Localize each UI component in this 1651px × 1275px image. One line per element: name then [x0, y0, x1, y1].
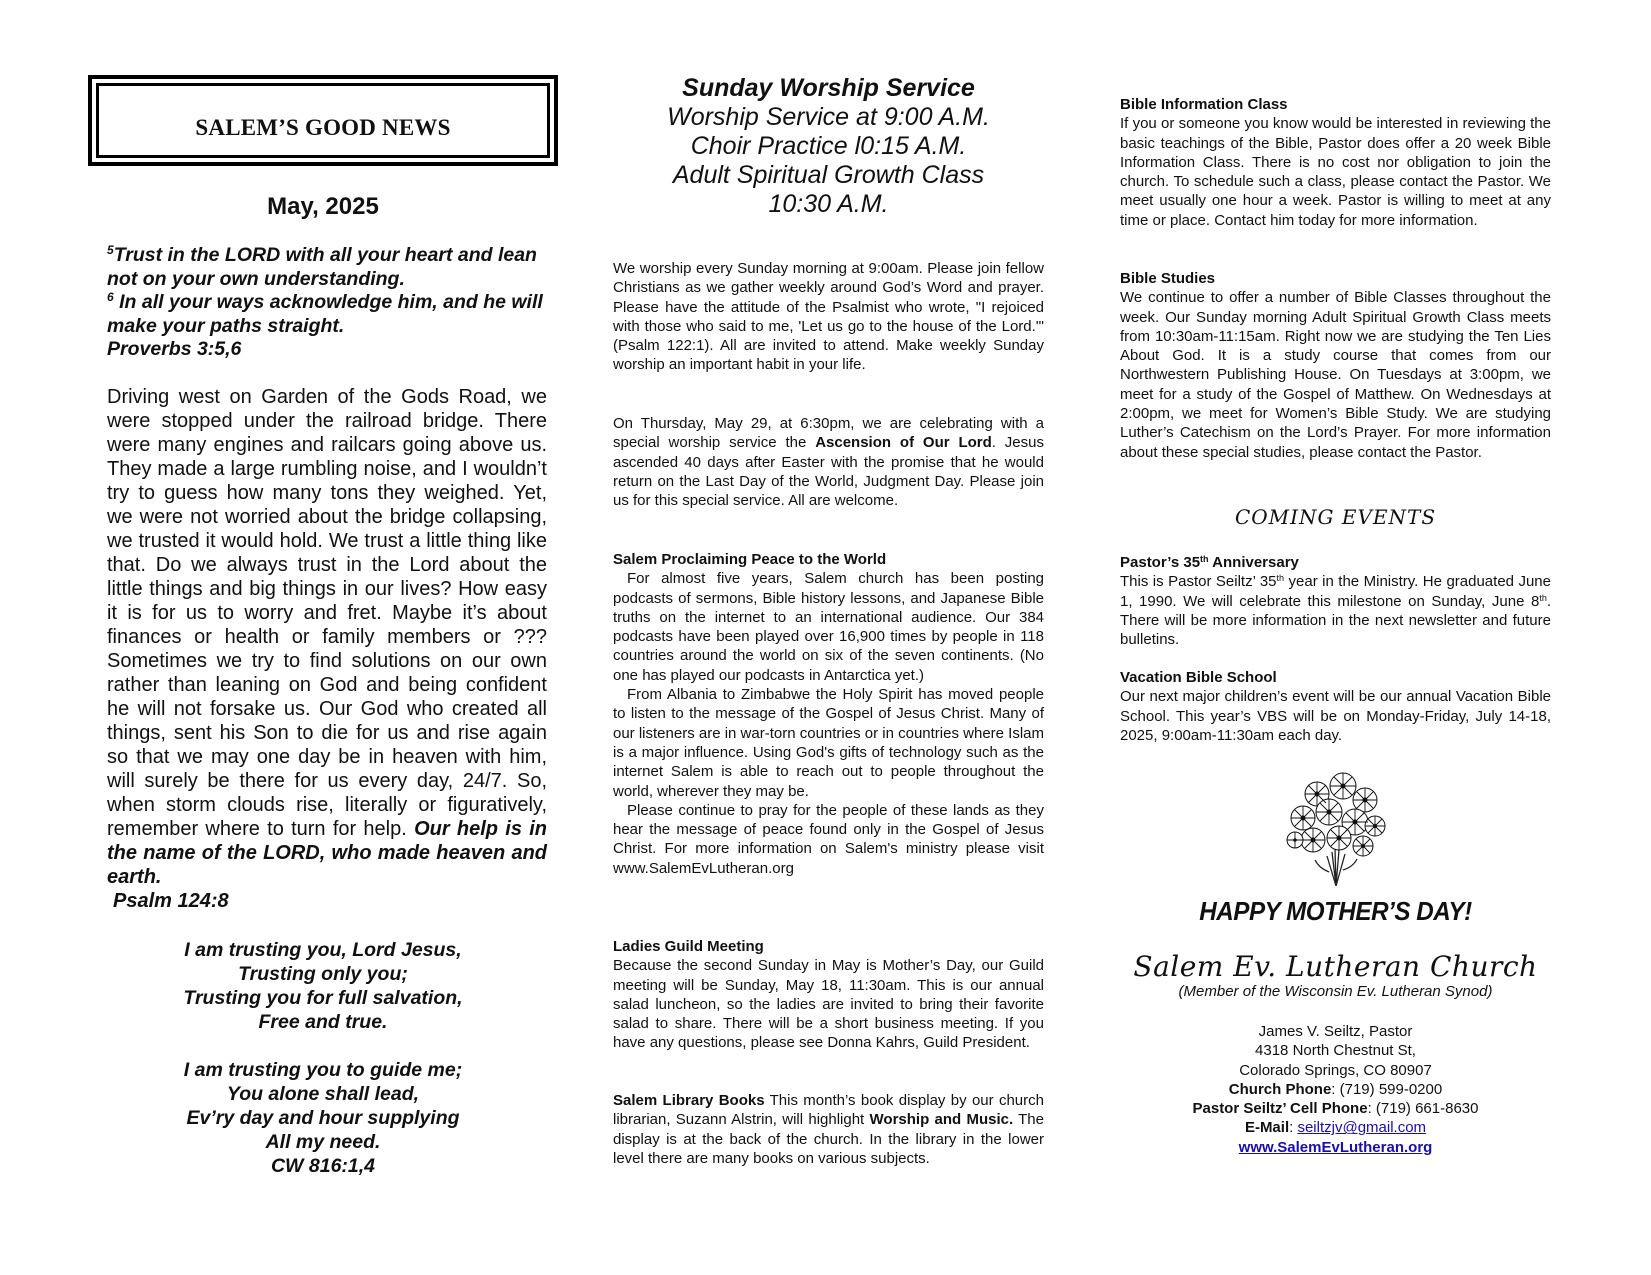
ascension-text: On Thursday, May 29, at 6:30pm, we are celebrating with a special worship service the: [613, 415, 1044, 452]
vbs-paragraph: Our next major children’s event will be our annual Vacation Bible School. This year’s VBS will be on Monday-Friday, July 14-18, 2025, 9:00am-11:30am each day.: [1120, 688, 1551, 744]
service-schedule: [613, 74, 1044, 219]
bible-studies-heading: Bible Studies: [1120, 270, 1216, 287]
verse-number: 6: [107, 290, 114, 304]
devotion-reference: Psalm 124:8: [113, 890, 229, 912]
guild-article: [613, 937, 1044, 1053]
church-phone: Church Phone: (719) 599-0200: [1228, 1080, 1443, 1098]
hymn-stanza-2: [88, 1058, 558, 1178]
street-address: 4318 North Chestnut St,: [1255, 1042, 1416, 1060]
hymn-line: I am trusting you, Lord Jesus,: [184, 939, 462, 961]
guild-heading: Ladies Guild Meeting: [613, 938, 764, 955]
verse-5-text: Trust in the LORD with all your heart and lean not on your own understanding.: [107, 244, 537, 290]
guild-paragraph: Because the second Sunday in May is Mother’s Day, our Guild meeting will be Sunday, May 18, 11:30am. This is our annual salad luncheon, so the ladies are invited to bring their favorite salad to share. There will be a short business meeting. If you have any questions, please see Donna Kahrs, Guild President.: [613, 957, 1044, 1052]
vbs-heading: Vacation Bible School: [1120, 669, 1277, 686]
peace-heading: Salem Proclaiming Peace to the World: [613, 551, 887, 568]
website-link[interactable]: www.SalemEvLutheran.org: [1238, 1138, 1433, 1156]
peace-paragraph-1: For almost five years, Salem church has been posting podcasts of sermons, Bible history lessons, and Japanese Bible truths on the internet to an international audience. Our 384 podcasts have been played over 16,900 times by people in 118 countries around the world on six of the seven continents. (No one has played our podcasts in Antarctica yet.): [613, 570, 1044, 684]
church-name: Salem Ev. Lutheran Church: [1133, 950, 1538, 983]
coming-events-heading: COMING EVENTS: [1234, 505, 1437, 529]
anniversary-heading: Pastor’s 35th Anniversary: [1120, 554, 1299, 571]
library-heading: Salem Library Books: [613, 1092, 765, 1109]
hymn-line: I am trusting you to guide me;: [183, 1059, 463, 1081]
hymn-line: Free and true.: [258, 1011, 388, 1033]
ascension-paragraph: [613, 414, 1044, 510]
library-text: This month’s book display by our church librarian, Suzann Alstrin, will highlight: [613, 1092, 1044, 1129]
service-line: Adult Spiritual Growth Class: [672, 161, 985, 189]
library-text-end: The display is at the back of the church. In the library in the lower level there are many books on various subjects.: [613, 1111, 1044, 1167]
hymn-stanza-1: [88, 938, 558, 1034]
bible-info-paragraph: If you or someone you know would be interested in reviewing the basic teachings of the Bible, Pastor does offer a 20 week Bible Information Class. There is no cost nor obligation to join the church. To schedule such a class, please contact the Pastor. We meet usually one hour a week. Pastor is willing to meet at any time or place. Contact him today for more information.: [1120, 115, 1551, 229]
anniversary-paragraph: This is Pastor Seiltz’ 35th year in the Ministry. He graduated June 1, 1990. We will celebrate this milestone on Sunday, June 8th. There will be more information in the next newsletter and future bulletins.: [1120, 573, 1551, 649]
ascension-highlight: Ascension of Our Lord: [815, 434, 992, 452]
bible-studies-article: [1120, 269, 1551, 462]
pastor-name: James V. Seiltz, Pastor: [1258, 1023, 1413, 1040]
city-address: Colorado Springs, CO 80907: [1239, 1061, 1432, 1079]
bible-info-heading: Bible Information Class: [1120, 96, 1288, 113]
issue-date: May, 2025: [267, 193, 379, 220]
mothers-day-greeting: HAPPY MOTHER’S DAY!: [1199, 896, 1472, 926]
bible-studies-paragraph: We continue to offer a number of Bible Classes throughout the week. Our Sunday morning Adult Spiritual Growth Class meets from 10:30am-11:15am. Right now we are studying the Ten Lies About God. It is a study course that comes from our Northwestern Publishing House. On Tuesdays at 3:00pm, we meet for a study of the Gospel of Matthew. On Wednesdays at 2:00pm, we meet for Women’s Bible Study. We are studying Luther’s Catechism on the Lord’s Prayer. For more information about these special studies, please contact the Pastor.: [1120, 289, 1551, 461]
verse-reference: Proverbs 3:5,6: [107, 338, 242, 360]
flower-bouquet-illustration: [1277, 770, 1395, 888]
newsletter-title: SALEM’S GOOD NEWS: [195, 115, 451, 140]
devotion-closing: Our help is in the name of the LORD, who made heaven and earth.: [107, 818, 548, 888]
hymn-reference: CW 816:1,4: [270, 1155, 376, 1177]
contact-block: [1120, 1022, 1551, 1157]
website-line: [1120, 1138, 1551, 1157]
scripture-verse: [107, 244, 547, 362]
peace-paragraph-2: From Albania to Zimbabwe the Holy Spirit has moved people to listen to the message of the Gospel of Jesus Christ. Many of our listeners are in war-torn countries or in countries where Islam is a major influence. Using God's gifts of technology such as the internet Salem is able to reach out to people throughout the world, wherever they may be.: [613, 686, 1045, 800]
devotion-body: Driving west on Garden of the Gods Road, we were stopped under the railroad bridge. There were many engines and railcars going above us. They made a large rumbling noise, and I wouldn’t try to guess how many tons they weighed. Yet, we were not worried about the bridge collapsing, we trusted it would hold. We trust a little thing like that. Do we always trust in the Lord about the little things and big things in our lives? How easy it is for us to worry and fret. Maybe it’s about finances or health or family members or ??? Sometimes we try to find solutions on our own rather than leaning on God and being confident he will not forsake us. Our God who created all things, sent his Son to die for us and rise again so that we may one day be in heaven with him, will surely be there for us every day, 24/7. So, when storm clouds rise, literally or figuratively, remember where to turn for help.: [107, 386, 547, 840]
verse-6-text: In all your ways acknowledge him, and he will make your paths straight.: [107, 291, 543, 337]
vbs-article: [1120, 668, 1551, 745]
hymn-line: Trusting only you;: [238, 963, 408, 985]
service-line: Choir Practice l0:15 A.M.: [690, 132, 967, 160]
service-title: Sunday Worship Service: [682, 74, 975, 102]
devotion-article: [107, 385, 547, 913]
hymn-line: Trusting you for full salvation,: [183, 987, 463, 1009]
library-highlight: Worship and Music.: [869, 1111, 1014, 1129]
hymn-line: You alone shall lead,: [226, 1083, 420, 1105]
peace-paragraph-3: Please continue to pray for the people of these lands as they hear the message of peace found only in the Gospel of Jesus Christ. For more information on Salem's ministry please visit www.SalemEvLutheran.org: [613, 801, 1044, 877]
service-line: Worship Service at 9:00 A.M.: [667, 103, 990, 131]
library-article: [613, 1091, 1044, 1168]
hymn-line: All my need.: [265, 1131, 381, 1153]
cell-phone: Pastor Seiltz’ Cell Phone: (719) 661-8630: [1192, 1100, 1479, 1118]
hymn-line: Ev’ry day and hour supplying: [186, 1107, 460, 1129]
masthead-box: [88, 75, 558, 166]
email-link[interactable]: seiltzjv@gmail.com: [1297, 1119, 1427, 1137]
hymn-verses: [88, 938, 558, 1178]
service-line: 10:30 A.M.: [768, 190, 889, 218]
peace-article: [613, 550, 1044, 878]
ascension-text-end: . Jesus ascended 40 days after Easter with the promise that he would return on the Last Day of the World, Judgment Day. Please join us for this special service. All are welcome.: [613, 434, 1044, 510]
synod-membership: (Member of the Wisconsin Ev. Lutheran Synod): [1178, 983, 1493, 1000]
verse-number: 5: [107, 243, 114, 257]
worship-paragraph: We worship every Sunday morning at 9:00am. Please join fellow Christians as we gather weekly around God’s Word and prayer. Please have the attitude of the Psalmist who wrote, "I rejoiced with those who said to me, 'Let us go to the house of the Lord.'" (Psalm 122:1). All are invited to attend. Make weekly Sunday worship an important habit in your life.: [613, 260, 1044, 374]
anniversary-article: [1120, 553, 1551, 649]
masthead-inner-border: [96, 83, 550, 158]
email-line: E-Mail: seiltzjv@gmail.com: [1244, 1119, 1427, 1137]
bible-info-article: [1120, 95, 1551, 230]
